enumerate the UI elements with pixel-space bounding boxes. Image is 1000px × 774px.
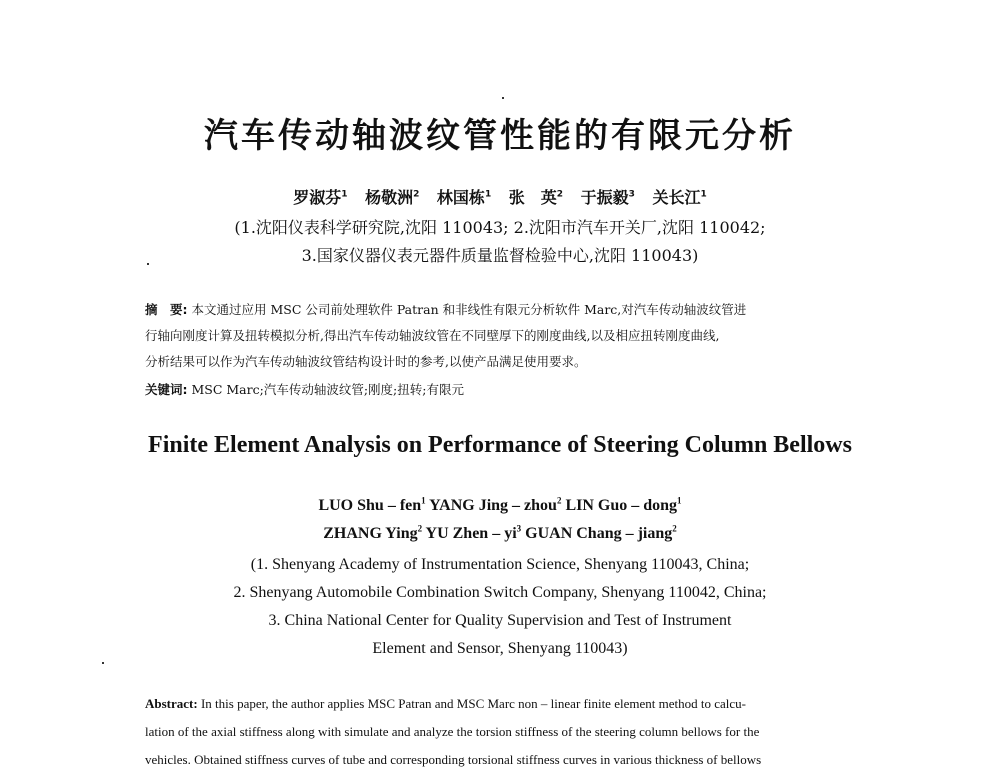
english-abstract-line: vehicles. Obtained stiffness curves of tube and corresponding torsional stiffness curves in various thickness of bellows: [145, 752, 762, 767]
english-author: GUAN Chang – jiang$^2$: [525, 523, 677, 542]
english-author-list: [0, 497, 1000, 515]
chinese-author: 张 英$^2$: [508, 188, 564, 207]
chinese-author: 关长江$^1$: [652, 188, 707, 207]
english-author: LUO Shu – fen$^1$: [318, 495, 426, 514]
english-author-list: [0, 525, 1000, 543]
chinese-affiliation-line: (1.沈阳仪表科学研究院,沈阳 110043; 2.沈阳市汽车开关厂,沈阳 110042;: [234, 218, 766, 237]
english-affiliation-line: (1. Shenyang Academy of Instrumentation Science, Shenyang 110043, China;: [250, 556, 750, 573]
chinese-title: 汽车传动轴波纹管性能的有限元分析: [204, 116, 796, 156]
chinese-keywords: [145, 377, 860, 403]
chinese-keywords-label: 关键词:: [145, 382, 188, 397]
scan-speck: [502, 97, 504, 99]
chinese-author: 罗淑芬$^1$: [293, 188, 348, 207]
english-affiliation-line: Element and Sensor, Shenyang 110043): [372, 640, 628, 657]
chinese-author: 杨敬洲$^2$: [365, 188, 420, 207]
chinese-author: 林国栋$^1$: [436, 188, 492, 207]
english-author: YANG Jing – zhou$^2$: [429, 495, 562, 514]
chinese-abstract-line: 摘 要: 本文通过应用 MSC 公司前处理软件 Patran 和非线性有限元分析软件 Marc,对汽车传动轴波纹管进: [145, 302, 747, 317]
english-abstract-line: Abstract: In this paper, the author applies MSC Patran and MSC Marc non – linear finite element method to calcu-: [145, 696, 746, 711]
chinese-abstract-line: 分析结果可以作为汽车传动轴波纹管结构设计时的参考,以使产品满足使用要求。: [145, 354, 587, 369]
chinese-keywords-text: MSC Marc;汽车传动轴波纹管;刚度;扭转;有限元: [191, 382, 464, 397]
chinese-author-list: [0, 185, 1000, 208]
chinese-abstract-label: 摘 要:: [145, 302, 188, 317]
chinese-abstract: [145, 297, 860, 375]
scan-speck: [102, 662, 104, 664]
chinese-abstract-line: 行轴向刚度计算及扭转模拟分析,得出汽车传动轴波纹管在不同壁厚下的刚度曲线,以及相应扭转刚度曲线,: [145, 328, 720, 343]
scan-speck: [147, 263, 149, 265]
english-affiliation-line: 2. Shenyang Automobile Combination Switch Company, Shenyang 110042, China;: [233, 584, 767, 601]
english-abstract: [145, 690, 865, 774]
chinese-affiliation-line: 3.国家仪器仪表元器件质量监督检验中心,沈阳 110043): [301, 246, 699, 265]
english-author: LIN Guo – dong$^1$: [565, 495, 682, 514]
english-title: Finite Element Analysis on Performance of Steering Column Bellows: [148, 432, 852, 458]
english-abstract-label: Abstract:: [145, 696, 198, 711]
english-author: YU Zhen – $yi^3$: [425, 523, 522, 542]
english-affiliation-line: 3. China National Center for Quality Supervision and Test of Instrument: [268, 612, 732, 629]
chinese-author: 于振毅$^3$: [580, 188, 635, 207]
english-abstract-line: lation of the axial stiffness along with simulate and analyze the torsion stiffness of the steering column bellows for the: [145, 724, 760, 739]
english-author: ZHANG Ying$^2$: [323, 523, 423, 542]
